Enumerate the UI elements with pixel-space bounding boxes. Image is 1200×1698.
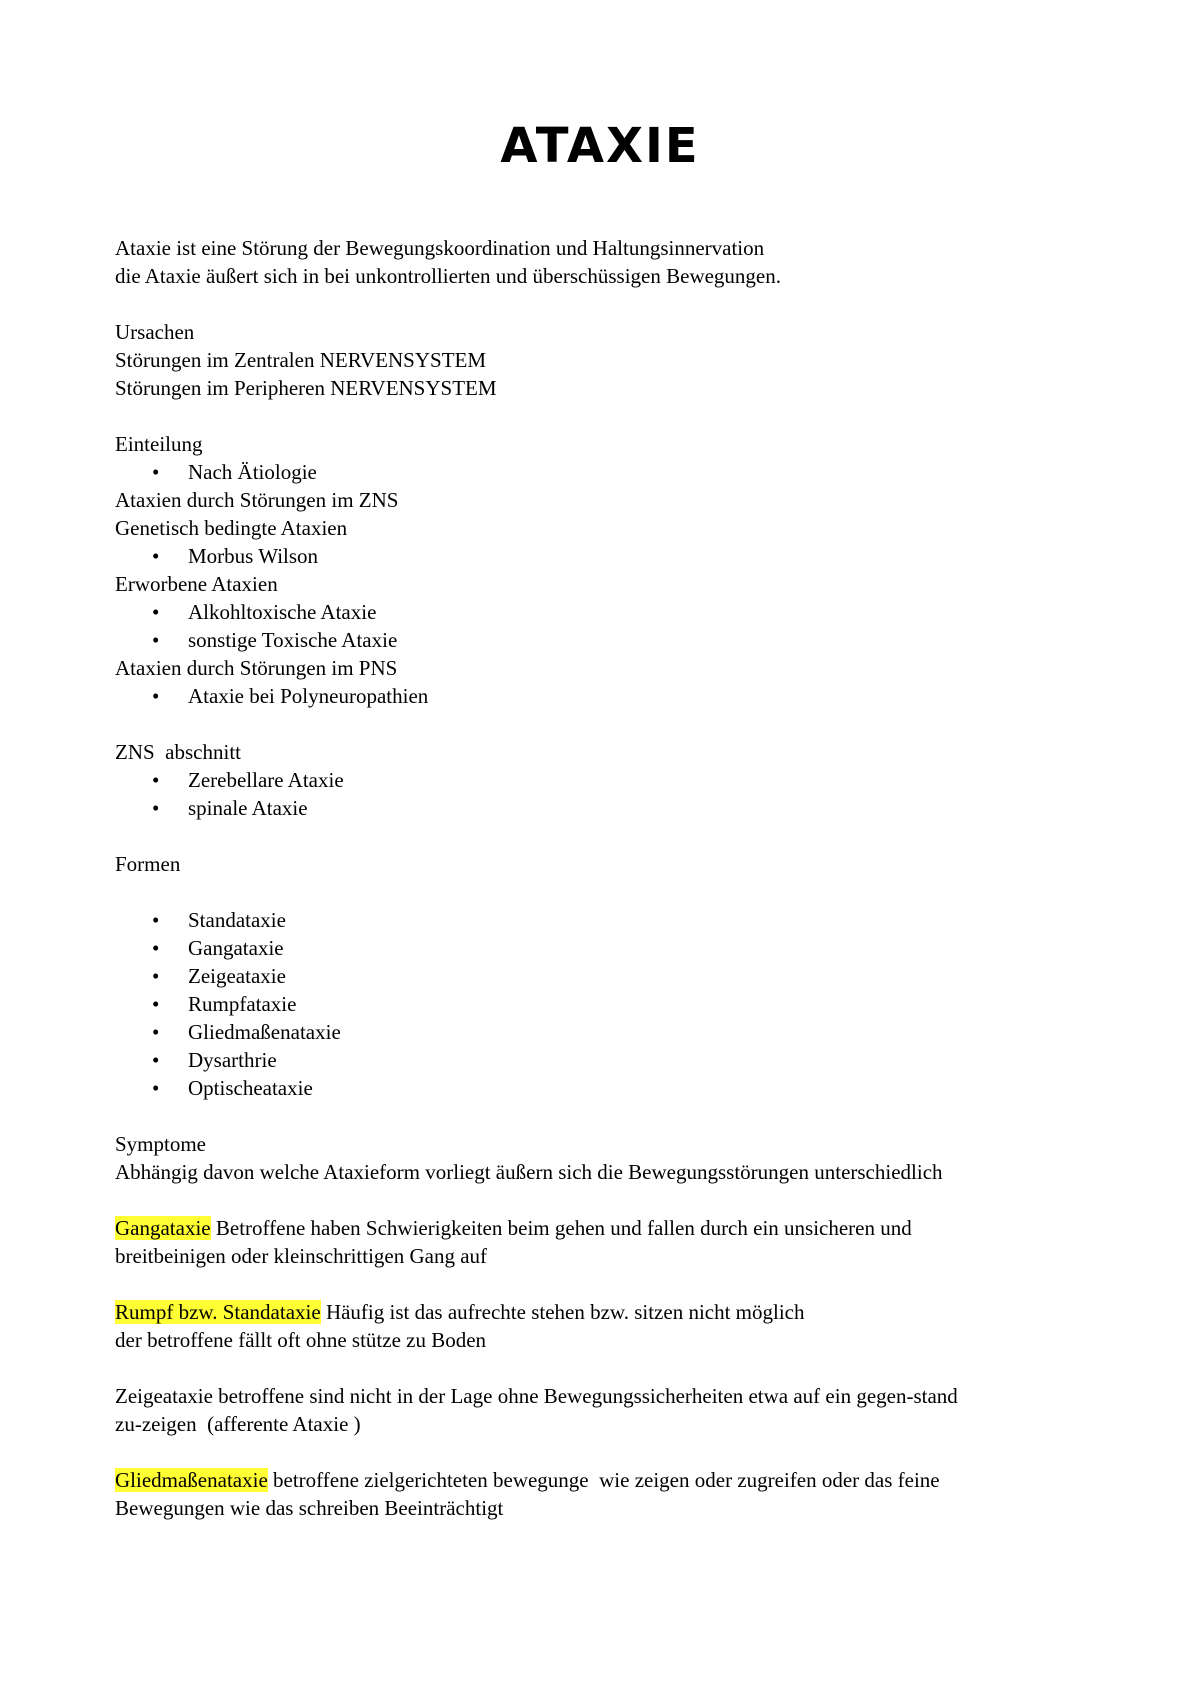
bullet-icon: •	[152, 1020, 160, 1044]
bullet-icon: •	[152, 684, 160, 708]
list-item: • Gliedmaßenataxie	[152, 1020, 341, 1044]
subheading-pns: Ataxien durch Störungen im PNS	[115, 656, 398, 680]
bullet-icon: •	[152, 460, 160, 484]
intro-line: Ataxie ist eine Störung der Bewegungskoordination und Haltungsinnervation	[115, 236, 765, 260]
symptom-paragraph: Rumpf bzw. Standataxie Häufig ist das aufrechte stehen bzw. sitzen nicht möglich	[115, 1300, 805, 1324]
intro-line: die Ataxie äußert sich in bei unkontrollierten und überschüssigen Bewegungen.	[115, 264, 782, 288]
ursachen-line: Störungen im Peripheren NERVENSYSTEM	[115, 376, 497, 400]
highlighted-term: Gliedmaßenataxie	[115, 1468, 268, 1492]
symptom-paragraph-cont: Bewegungen wie das schreiben Beeinträchtigt	[115, 1496, 504, 1520]
list-item: • Ataxie bei Polyneuropathien	[152, 684, 429, 708]
list-item: • Dysarthrie	[152, 1048, 277, 1072]
symptom-paragraph-cont: der betroffene fällt oft ohne stütze zu Boden	[115, 1328, 487, 1352]
symptome-intro: Abhängig davon welche Ataxieform vorliegt äußern sich die Bewegungsstörungen unterschiedlich	[115, 1160, 943, 1184]
list-item: • Morbus Wilson	[152, 544, 319, 568]
list-item: • spinale Ataxie	[152, 796, 308, 820]
bullet-icon: •	[152, 908, 160, 932]
list-item: • Zeigeataxie	[152, 964, 286, 988]
list-item: • Nach Ätiologie	[152, 460, 317, 484]
symptom-paragraph: Gliedmaßenataxie betroffene zielgerichteten bewegunge wie zeigen oder zugreifen oder das feine	[115, 1468, 940, 1492]
bullet-icon: •	[152, 600, 160, 624]
list-item: • Standataxie	[152, 908, 286, 932]
symptom-paragraph: Gangataxie Betroffene haben Schwierigkeiten beim gehen und fallen durch ein unsicheren und	[115, 1216, 912, 1240]
document-title: ATAXIE	[500, 118, 700, 174]
subheading-zns: Ataxien durch Störungen im ZNS	[115, 488, 399, 512]
section-heading-einteilung: Einteilung	[115, 432, 203, 456]
highlighted-term: Rumpf bzw. Standataxie	[115, 1300, 321, 1324]
section-heading-formen: Formen	[115, 852, 181, 876]
list-item: • Alkohltoxische Ataxie	[152, 600, 377, 624]
symptom-paragraph-cont: breitbeinigen oder kleinschrittigen Gang auf	[115, 1244, 488, 1268]
highlighted-term: Gangataxie	[115, 1216, 211, 1240]
symptom-paragraph: Zeigeataxie betroffene sind nicht in der Lage ohne Bewegungssicherheiten etwa auf ein gegen-stand	[115, 1384, 958, 1408]
list-item: • Rumpfataxie	[152, 992, 297, 1016]
bullet-icon: •	[152, 964, 160, 988]
subheading-genetic: Genetisch bedingte Ataxien	[115, 516, 348, 540]
list-item: • Optischeataxie	[152, 1076, 313, 1100]
list-item: • Zerebellare Ataxie	[152, 768, 344, 792]
bullet-icon: •	[152, 992, 160, 1016]
bullet-icon: •	[152, 1076, 160, 1100]
section-heading-ursachen: Ursachen	[115, 320, 195, 344]
bullet-icon: •	[152, 768, 160, 792]
bullet-icon: •	[152, 936, 160, 960]
ursachen-line: Störungen im Zentralen NERVENSYSTEM	[115, 348, 487, 372]
bullet-icon: •	[152, 544, 160, 568]
bullet-icon: •	[152, 796, 160, 820]
bullet-icon: •	[152, 1048, 160, 1072]
subheading-acquired: Erworbene Ataxien	[115, 572, 278, 596]
list-item: • Gangataxie	[152, 936, 284, 960]
section-heading-symptome: Symptome	[115, 1132, 207, 1156]
bullet-icon: •	[152, 628, 160, 652]
section-heading-zns-abschnitt: ZNS abschnitt	[115, 740, 241, 764]
symptom-paragraph-cont: zu-zeigen (afferente Ataxie )	[115, 1412, 361, 1436]
document-body	[115, 234, 1115, 1522]
list-item: • sonstige Toxische Ataxie	[152, 628, 398, 652]
